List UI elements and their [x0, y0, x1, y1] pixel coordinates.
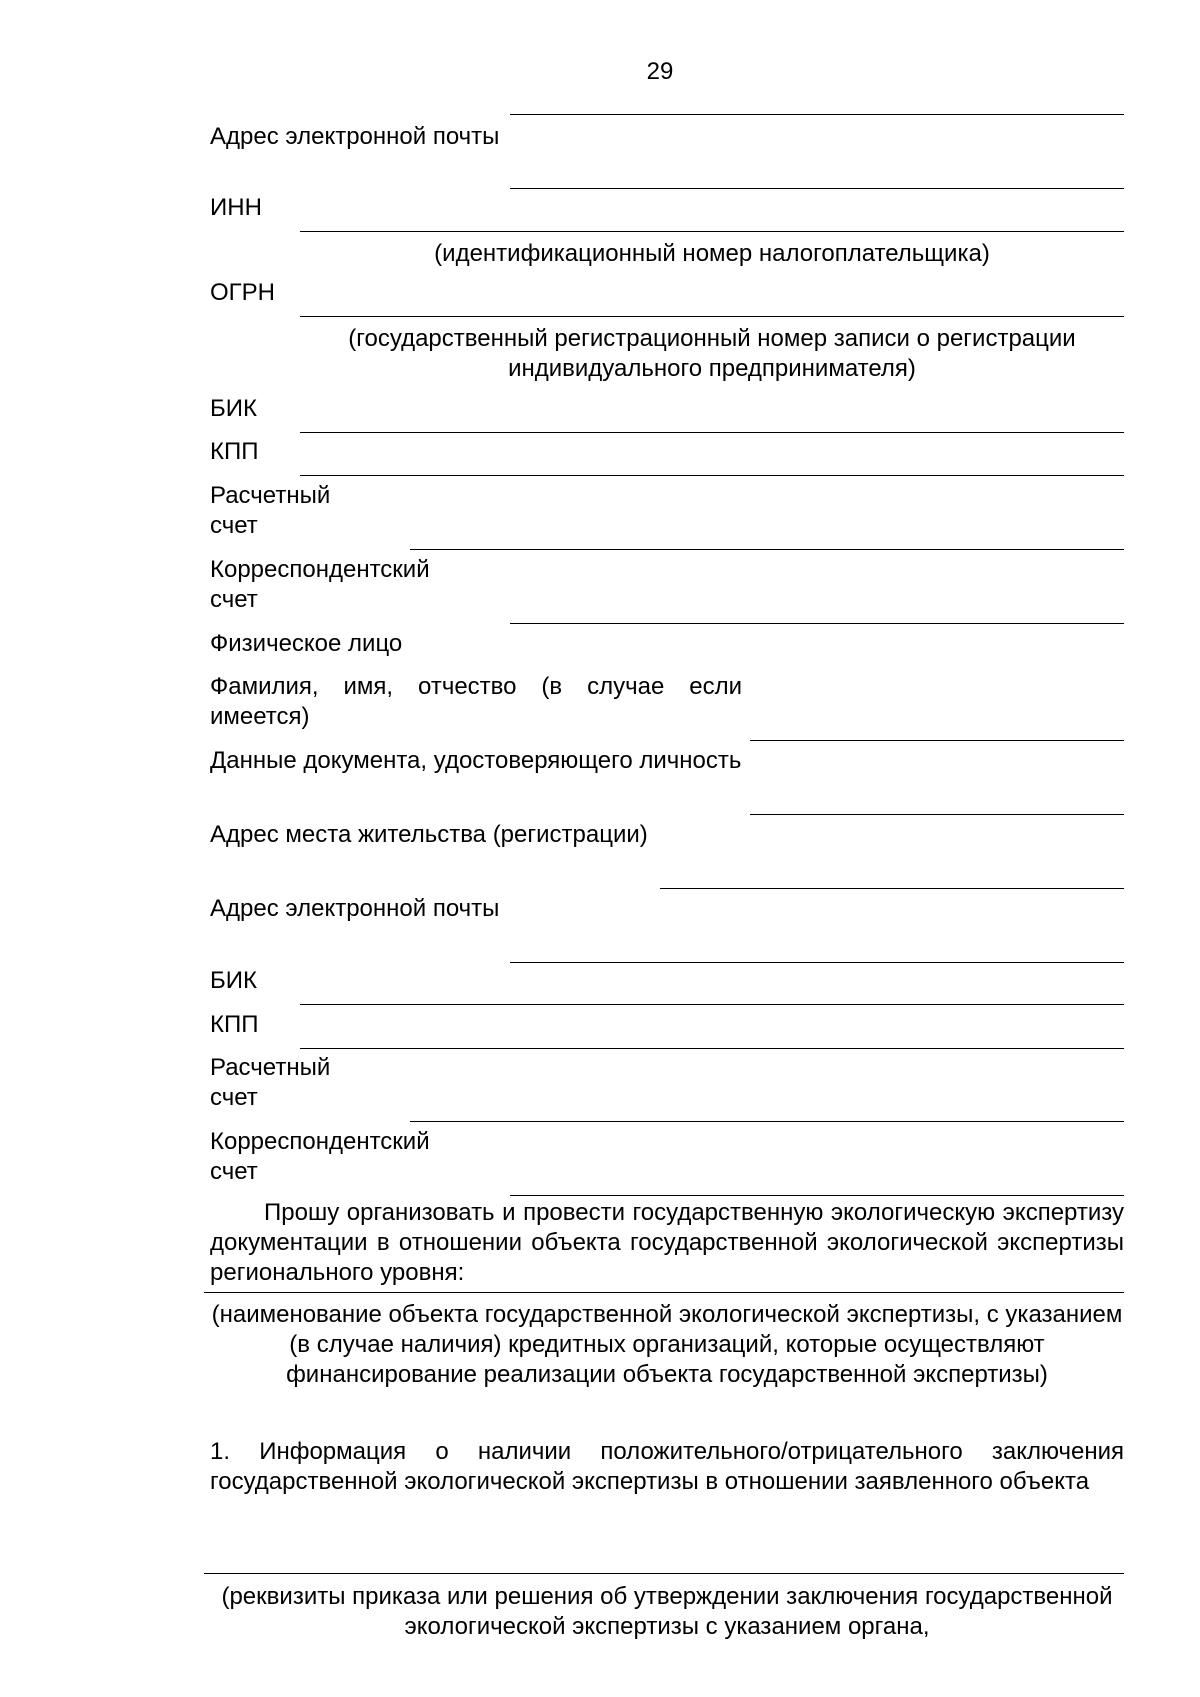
bik-label: БИК: [210, 395, 257, 422]
individual-kpp-input-line[interactable]: [300, 1048, 1124, 1049]
ogrn-caption: (государственный регистрационный номер записи о регистрации индивидуального предпринимателя): [348, 325, 1076, 382]
address-field: [210, 820, 1124, 890]
kpp-input-line[interactable]: [300, 475, 1124, 476]
inn-field: [210, 193, 1124, 273]
individual-kpp-field: [210, 1010, 1124, 1050]
individual-kpp-label: КПП: [210, 1011, 259, 1038]
individual-account-input-line[interactable]: [410, 1121, 1124, 1122]
kpp-field: [210, 437, 1124, 477]
address-input-line[interactable]: [660, 888, 1124, 889]
email-line-top: [510, 114, 1124, 115]
account-label: Расчетный счет: [210, 482, 331, 539]
email-field: [210, 114, 1124, 194]
individual-bik-field: [210, 966, 1124, 1006]
individual-email-input-line[interactable]: [510, 962, 1124, 963]
email-label: Адрес электронной почты: [210, 123, 500, 150]
order-details-input-line[interactable]: [204, 1573, 1124, 1574]
individual-corr-account-input-line[interactable]: [510, 1195, 1124, 1196]
individual-account-field: [210, 1053, 1124, 1123]
address-label: Адрес места жительства (регистрации): [210, 821, 648, 848]
id-doc-field: [210, 746, 1124, 816]
account-input-line[interactable]: [410, 549, 1124, 550]
corr-account-field: [210, 555, 1124, 625]
individual-email-field: [210, 894, 1124, 964]
individual-account-label: Расчетный счет: [210, 1054, 331, 1111]
inn-label: ИНН: [210, 194, 262, 221]
bik-field: [210, 394, 1124, 434]
id-doc-label: Данные документа, удостоверяющего личность: [210, 747, 742, 774]
account-field: [210, 481, 1124, 551]
individual-corr-account-field: [210, 1127, 1124, 1197]
inn-input-line[interactable]: [300, 231, 1124, 232]
corr-account-input-line[interactable]: [510, 623, 1124, 624]
request-paragraph: Прошу организовать и провести государственную экологическую экспертизу документации в отношении объекта государственной экологической экспертизы регионального уровня:: [210, 1199, 1124, 1286]
ogrn-input-line[interactable]: [300, 316, 1124, 317]
individual-corr-account-label: Корреспондентский счет: [210, 1128, 430, 1185]
individual-bik-input-line[interactable]: [300, 1004, 1124, 1005]
individual-bik-label: БИК: [210, 967, 257, 994]
bik-input-line[interactable]: [300, 432, 1124, 433]
object-name-input-line[interactable]: [204, 1292, 1124, 1293]
corr-account-label: Корреспондентский счет: [210, 556, 430, 613]
kpp-label: КПП: [210, 438, 259, 465]
ogrn-field: [210, 278, 1124, 388]
individual-section-title: Физическое лицо: [210, 630, 403, 657]
fio-input-line[interactable]: [750, 740, 1124, 741]
individual-email-label: Адрес электронной почты: [210, 895, 500, 922]
id-doc-input-line[interactable]: [750, 814, 1124, 815]
object-name-caption: (наименование объекта государственной экологической экспертизы, с указанием (в случае наличия) кредитных организаций, которые осуществляют финансирование реализации объекта государственной экспертизы): [211, 1301, 1123, 1388]
item-1-paragraph: 1. Информация о наличии положительного/отрицательного заключения государственной экологической экспертизы в отношении заявленного объекта: [210, 1438, 1124, 1495]
ogrn-label: ОГРН: [210, 279, 276, 306]
fio-field: [210, 672, 1124, 742]
inn-caption: (идентификационный номер налогоплательщика): [434, 240, 990, 267]
page-number: 29: [646, 58, 674, 85]
fio-label: Фамилия, имя, отчество (в случае если имеется): [210, 673, 742, 730]
email-input-line[interactable]: [510, 188, 1124, 189]
order-details-caption: (реквизиты приказа или решения об утверждении заключения государственной экологической экспертизы с указанием органа,: [221, 1583, 1113, 1640]
